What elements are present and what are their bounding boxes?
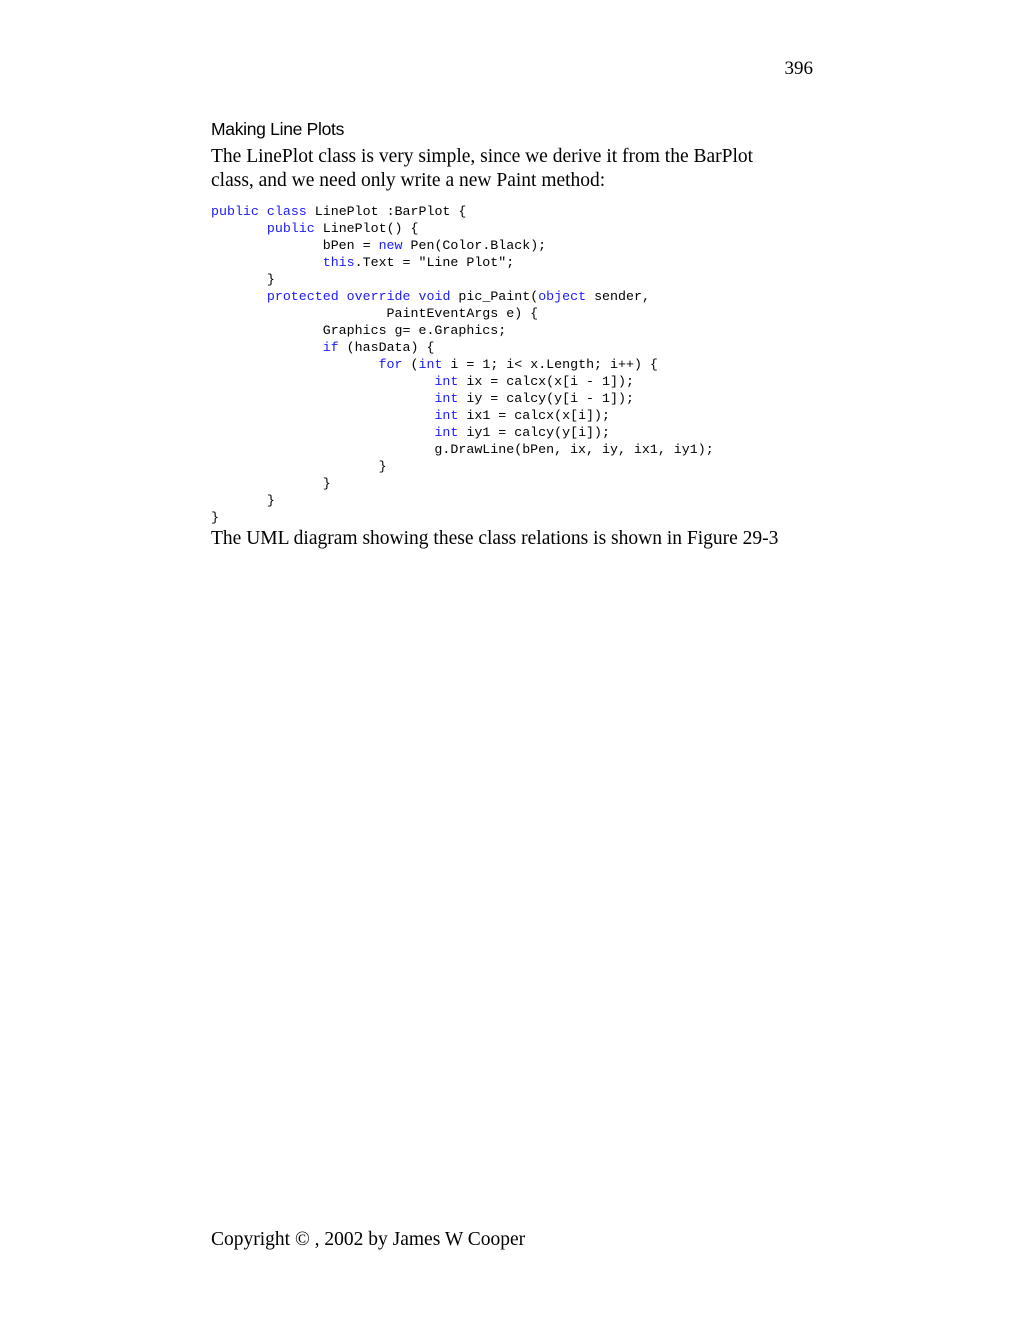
code-line [211,458,714,475]
code-text [211,408,434,423]
code-text [211,255,323,270]
code-text [211,289,267,304]
code-text [211,425,434,440]
code-text: } [211,510,219,525]
code-line [211,271,714,288]
code-keyword: for [378,357,403,372]
code-text [211,357,379,372]
intro-paragraph [211,145,811,193]
code-text: g.DrawLine(bPen, ix, iy, ix1, iy1); [211,442,714,457]
code-text: } [211,272,275,287]
code-text: } [211,493,275,508]
code-text: (hasData) { [338,340,435,355]
code-text: } [211,459,387,474]
intro-line: class, and we need only write a new Paint method: [211,170,606,191]
code-keyword: class [266,204,307,219]
code-text [211,340,323,355]
code-line [211,509,714,526]
code-line [211,424,714,441]
code-text [211,221,267,236]
code-text: Graphics g= e.Graphics; [211,323,507,338]
code-keyword: object [538,289,587,304]
intro-line: The LinePlot class is very simple, since we derive it from the BarPlot [211,146,754,167]
closing-paragraph: The UML diagram showing these class relations is shown in Figure 29-3 [211,528,779,549]
code-text [211,374,434,389]
code-line [211,339,714,356]
code-text: ix = calcx(x[i - 1]); [458,374,634,389]
code-line [211,492,714,509]
code-line [211,373,714,390]
page-number: 396 [784,58,813,79]
code-line [211,237,714,254]
code-line [211,220,714,237]
code-text: LinePlot() { [314,221,419,236]
code-text: iy1 = calcy(y[i]); [458,425,610,440]
code-line [211,305,714,322]
copyright-footer: Copyright © , 2002 by James W Cooper [211,1229,526,1250]
code-text: Pen(Color.Black); [402,238,547,253]
code-line [211,441,714,458]
code-keyword: protected [266,289,339,304]
code-line [211,203,714,220]
code-keyword: int [434,391,459,406]
code-line [211,475,714,492]
code-text [259,204,267,219]
code-text: PaintEventArgs e) { [211,306,539,321]
code-keyword: public [211,204,259,219]
code-text [411,289,419,304]
code-keyword: new [378,238,403,253]
code-text [339,289,347,304]
code-text: sender, [586,289,650,304]
code-text: .Text = "Line Plot"; [354,255,515,270]
code-keyword: int [434,374,459,389]
code-text: ( [402,357,419,372]
code-text: } [211,476,331,491]
code-line [211,288,714,305]
code-line [211,390,714,407]
code-line [211,254,714,271]
code-keyword: public [266,221,315,236]
code-keyword: int [418,357,443,372]
section-heading: Making Line Plots [211,119,345,139]
code-text: bPen = [211,238,379,253]
code-keyword: void [418,289,451,304]
code-text [211,391,434,406]
code-text: ix1 = calcx(x[i]); [458,408,610,423]
code-text: LinePlot :BarPlot { [306,204,467,219]
code-text: pic_Paint( [450,289,539,304]
code-keyword: override [346,289,411,304]
code-line [211,407,714,424]
code-keyword: this [322,255,355,270]
code-listing [211,203,714,526]
code-keyword: int [434,425,459,440]
code-keyword: if [322,340,339,355]
code-text: iy = calcy(y[i - 1]); [458,391,634,406]
code-line [211,356,714,373]
code-text: i = 1; i< x.Length; i++) { [442,357,658,372]
code-line [211,322,714,339]
code-keyword: int [434,408,459,423]
